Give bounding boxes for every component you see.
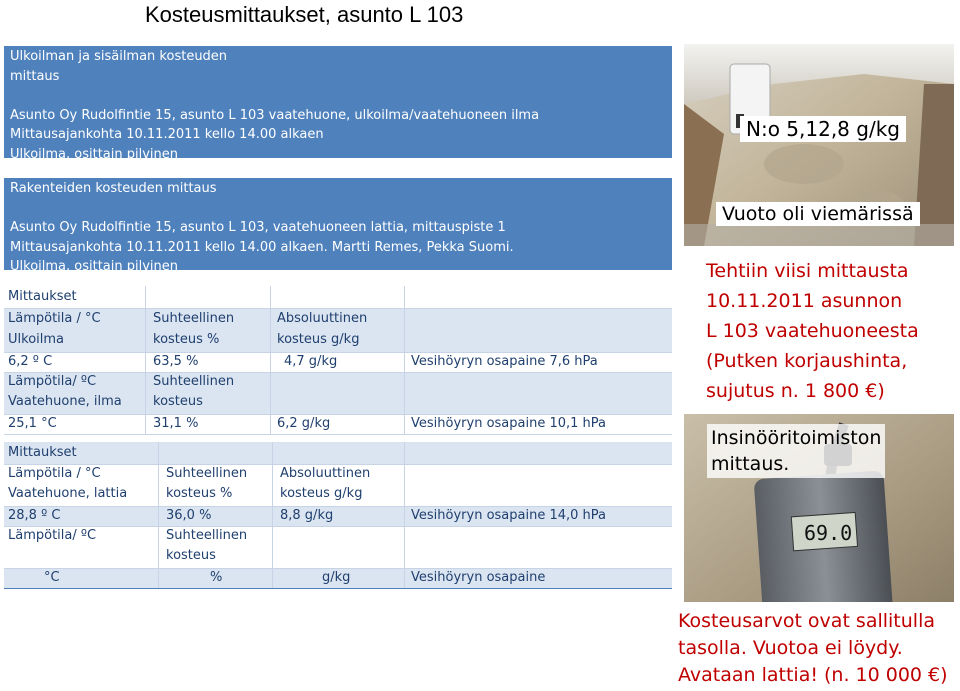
table1-outdoor-rh: 63,5 % bbox=[153, 354, 199, 369]
table1-col-divider bbox=[270, 286, 271, 434]
table2-h2-col2-a: Suhteellinen bbox=[166, 528, 248, 543]
table1-col3-b: kosteus g/kg bbox=[277, 332, 360, 347]
engineering-office-label bbox=[707, 424, 885, 478]
table1-header: Mittaukset bbox=[8, 289, 77, 304]
table1-col1-b: Ulkoilma bbox=[8, 332, 64, 347]
box1-weather: Ulkoilma, osittain pilvinen bbox=[10, 146, 179, 162]
caption-line: Tehtiin viisi mittausta bbox=[706, 260, 909, 282]
structure-info-box bbox=[4, 178, 672, 275]
table1-indoor-row bbox=[4, 414, 672, 434]
table1-divider bbox=[4, 372, 672, 373]
table1-col2-b: kosteus % bbox=[153, 332, 220, 347]
table2-col-divider bbox=[272, 442, 273, 588]
table2-h2-col2-b: kosteus bbox=[166, 548, 216, 563]
page-title: Kosteusmittaukset, asunto L 103 bbox=[145, 2, 464, 27]
table1-col3-a: Absoluuttinen bbox=[277, 311, 368, 326]
engineering-label-line: Insinööritoimiston bbox=[711, 427, 882, 449]
table1-divider bbox=[4, 434, 672, 435]
table1-h2-col2-b: kosteus bbox=[153, 394, 203, 409]
caption-line: 10.11.2011 asunnon bbox=[706, 290, 903, 312]
table2-divider bbox=[4, 526, 672, 527]
table1-col-divider bbox=[145, 286, 146, 434]
table2-col3-b: kosteus g/kg bbox=[280, 486, 363, 501]
table1-col-header-row bbox=[4, 308, 672, 352]
table1-outdoor-temp: 6,2 º C bbox=[8, 354, 53, 369]
box2-spacer bbox=[10, 199, 666, 219]
table1-indoor-rh: 31,1 % bbox=[153, 416, 199, 431]
table1-col-divider bbox=[404, 286, 405, 434]
table2-h2-col1: Lämpötila/ ºC bbox=[8, 528, 97, 543]
conclusion-caption bbox=[678, 608, 948, 689]
box1-heading-line1: Ulkoilman ja sisäilman kosteuden bbox=[10, 49, 228, 64]
table1-h2-col1-b: Vaatehuone, ilma bbox=[8, 394, 122, 409]
table2-divider bbox=[4, 464, 672, 465]
box2-weather: Ulkoilma, osittain pilvinen bbox=[10, 259, 179, 275]
caption-line: sujutus n. 1 800 €) bbox=[706, 380, 885, 402]
box1-heading-line2: mittaus bbox=[10, 68, 60, 84]
box2-heading: Rakenteiden kosteuden mittaus bbox=[10, 181, 217, 196]
table1-indoor-temp: 25,1 °C bbox=[8, 416, 57, 431]
table1-outdoor-abs: 4,7 g/kg bbox=[284, 354, 338, 369]
table2-col3-a: Absoluuttinen bbox=[280, 466, 371, 481]
box2-location: Asunto Oy Rudolfintie 15, asunto L 103, vaatehuoneen lattia, mittauspiste 1 bbox=[10, 220, 506, 236]
table2-col1-a: Lämpötila / °C bbox=[8, 466, 101, 481]
leak-location-label: Vuoto oli viemärissä bbox=[716, 202, 920, 226]
table2-h2-row bbox=[4, 526, 672, 568]
table1-header-row bbox=[4, 286, 672, 308]
table1-col2-a: Suhteellinen bbox=[153, 311, 235, 326]
table2-empty-row bbox=[4, 568, 672, 588]
table1-divider bbox=[4, 414, 672, 415]
table1-divider bbox=[4, 308, 672, 309]
table1-h2-col1-a: Lämpötila/ ºC bbox=[8, 374, 97, 389]
table2-empty-abs: g/kg bbox=[322, 570, 351, 585]
measurement-summary-caption bbox=[706, 256, 919, 406]
table2-col-header-row bbox=[4, 464, 672, 506]
table2-divider bbox=[4, 568, 672, 569]
conclusion-line: tasolla. Vuotoa ei löydy. bbox=[678, 637, 903, 659]
table1-outdoor-row bbox=[4, 352, 672, 372]
table2-divider bbox=[4, 588, 672, 589]
box1-spacer bbox=[10, 86, 666, 106]
table2-floor-temp: 28,8 º C bbox=[8, 508, 61, 523]
table1-indoor-header-row bbox=[4, 372, 672, 414]
table2-header-row bbox=[4, 442, 672, 464]
box1-location: Asunto Oy Rudolfintie 15, asunto L 103 vaatehuone, ulkoilma/vaatehuoneen ilma bbox=[10, 107, 540, 123]
table2-col2-b: kosteus % bbox=[166, 486, 233, 501]
table1-divider bbox=[4, 352, 672, 353]
caption-line: L 103 vaatehuoneesta bbox=[706, 320, 919, 342]
table2-empty-vp: Vesihöyryn osapaine bbox=[411, 570, 546, 585]
table2-floor-row bbox=[4, 506, 672, 526]
table1-indoor-abs: 6,2 g/kg bbox=[277, 416, 331, 431]
engineering-label-line: mittaus. bbox=[711, 453, 790, 475]
table2-col2-a: Suhteellinen bbox=[166, 466, 248, 481]
table1-outdoor-vp: Vesihöyryn osapaine 7,6 hPa bbox=[411, 354, 598, 369]
table1-indoor-vp: Vesihöyryn osapaine 10,1 hPa bbox=[411, 416, 606, 431]
table1-col1-a: Lämpötila / °C bbox=[8, 311, 101, 326]
table2-empty-rh: % bbox=[210, 570, 223, 585]
outdoor-indoor-info-box bbox=[4, 46, 672, 162]
table2-col-divider bbox=[158, 442, 159, 588]
meter-reading: 69.0 bbox=[804, 521, 853, 545]
caption-line: (Putken korjaushinta, bbox=[706, 350, 908, 372]
table1-h2-col2-a: Suhteellinen bbox=[153, 374, 235, 389]
table2-empty-temp: °C bbox=[44, 570, 60, 585]
table2-col-divider bbox=[404, 442, 405, 588]
box1-time: Mittausajankohta 10.11.2011 kello 14.00 alkaen bbox=[10, 127, 324, 143]
moisture-reading-label: N:o 5,12,8 g/kg bbox=[740, 116, 906, 142]
table2-header: Mittaukset bbox=[8, 445, 77, 460]
table2-floor-abs: 8,8 g/kg bbox=[280, 508, 334, 523]
table2-col1-b: Vaatehuone, lattia bbox=[8, 486, 128, 501]
table2-floor-vp: Vesihöyryn osapaine 14,0 hPa bbox=[411, 508, 606, 523]
table2-divider bbox=[4, 506, 672, 507]
box2-time: Mittausajankohta 10.11.2011 kello 14.00 alkaen. Martti Remes, Pekka Suomi. bbox=[10, 239, 514, 255]
conclusion-line: Avataan lattia! (n. 10 000 €) bbox=[678, 664, 948, 686]
conclusion-line: Kosteusarvot ovat sallitulla bbox=[678, 610, 936, 632]
table2-floor-rh: 36,0 % bbox=[166, 508, 212, 523]
